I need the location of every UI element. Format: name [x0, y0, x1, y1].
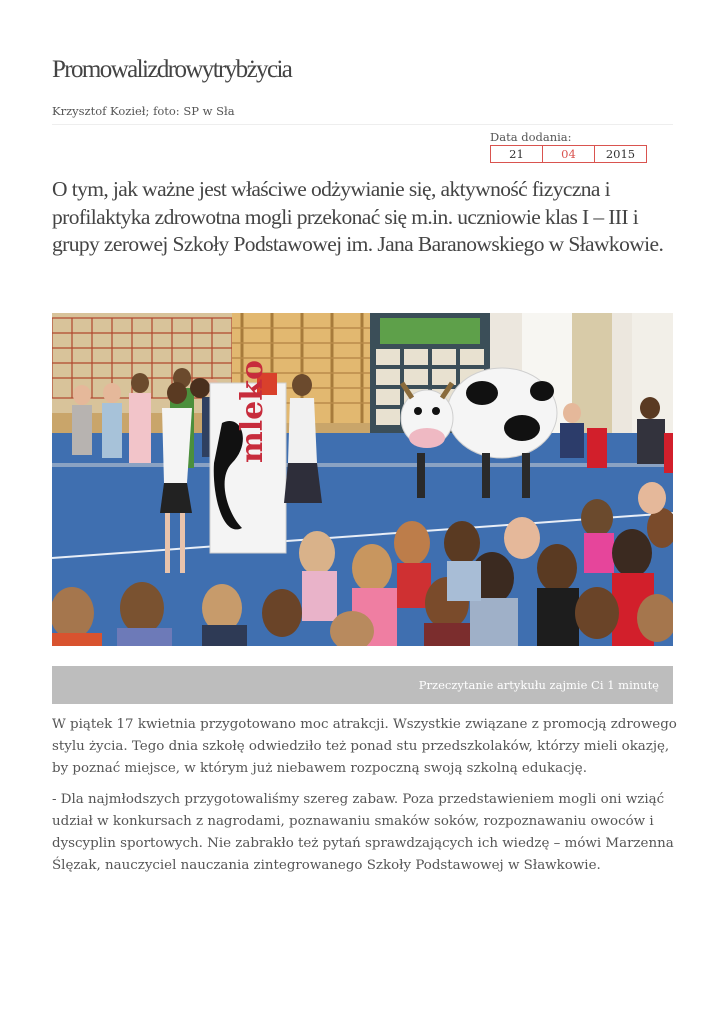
photo-carton-label: mleko — [235, 359, 270, 463]
reading-time-text: Przeczytanie artykułu zajmie Ci 1 minutę — [418, 678, 659, 692]
article-photo — [52, 313, 673, 646]
date-day: 21 — [491, 146, 543, 162]
reading-time-bar — [52, 666, 673, 704]
divider — [52, 124, 673, 125]
article-title: Promowalizdrowytrybżycia — [52, 56, 292, 83]
date-label: Data dodania: — [490, 130, 572, 144]
date-box — [490, 145, 647, 163]
article-paragraph: - Dla najmłodszych przygotowaliśmy szereg zabaw. Poza przedstawieniem mogli oni wziąć udział w konkursach z nagrodami, poznawaniu smaków soków, rozpoznawaniu owoców i dyscyplin sportowych. Nie zabrakło też pytań sprawdzających ich wiedzę – mówi Marzenna Ślęzak, nauczyciel nauczania zintegrowanego Szkoły Podstawowej w Sławkowie. — [52, 792, 674, 873]
article-paragraph: W piątek 17 kwietnia przygotowano moc atrakcji. Wszystkie związane z promocją zdrowego stylu życia. Tego dnia szkołę odwiedziło też ponad stu przedszkolaków, którzy mieli okazję, by poznać miejsce, w którym już niebawem rozpoczną swoją szkolną edukację. — [52, 717, 677, 776]
article-body — [52, 714, 677, 886]
article-lead: O tym, jak ważne jest właściwe odżywianie się, aktywność fizyczna i profilaktyka zdrowotna mogli przekonać się m.in. uczniowie klas I – III i grupy zerowej Szkoły Podstawowej im. Jana Baranowskiego w Sławkowie. — [52, 177, 664, 256]
school-event-photo — [52, 313, 673, 646]
article-byline: Krzysztof Kozieł; foto: SP w Sła — [52, 104, 235, 118]
date-year: 2015 — [605, 147, 636, 161]
date-month: 04 — [543, 146, 595, 162]
